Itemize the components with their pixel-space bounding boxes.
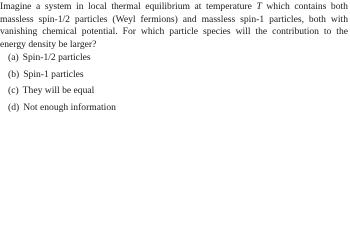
option-c-text: They will be equal bbox=[22, 85, 95, 96]
option-d-text: Not enough information bbox=[23, 101, 116, 113]
option-a bbox=[8, 50, 116, 67]
question-text bbox=[0, 1, 348, 51]
option-c bbox=[8, 83, 116, 100]
option-a-label: (a) bbox=[8, 52, 19, 63]
option-b bbox=[8, 67, 116, 84]
question-part-2: which contains both massless spin-1/2 particles (Weyl fermions) and massless spin-1 particles, both with vanishing chemical potential. For which particle species will the contribution to the energy density be larger? bbox=[0, 1, 348, 50]
answer-options bbox=[8, 50, 116, 116]
option-a-text: Spin-1/2 particles bbox=[22, 52, 91, 63]
option-c-label: (c) bbox=[8, 85, 19, 96]
option-d-label: (d) bbox=[8, 101, 20, 113]
question-part-1: Imagine a system in local thermal equilibrium at temperature bbox=[0, 1, 252, 12]
option-d bbox=[8, 100, 116, 117]
option-b-text: Spin-1 particles bbox=[23, 68, 84, 80]
option-b-label: (b) bbox=[8, 68, 20, 80]
temperature-symbol: T bbox=[256, 1, 262, 12]
